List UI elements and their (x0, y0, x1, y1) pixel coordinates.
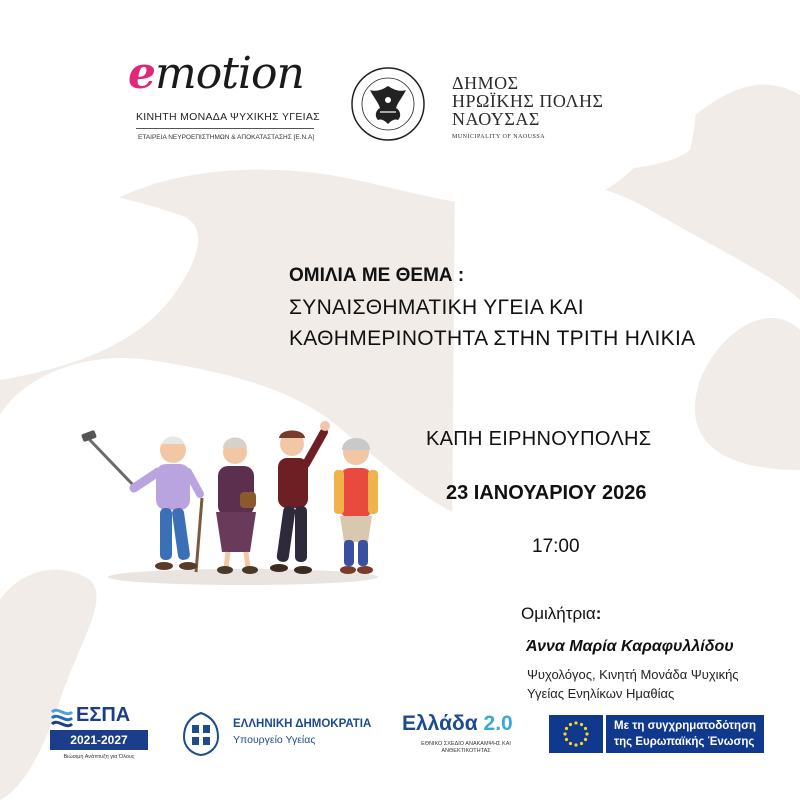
espa-logo (50, 704, 148, 768)
hellenic-republic-logo (178, 711, 388, 759)
greece-2-0-title: Ελλάδα 2.0 (402, 712, 513, 735)
espa-years: 2021-2027 (50, 730, 148, 750)
ministry-of-health: Υπουργείο Υγείας (233, 734, 316, 746)
divider (136, 128, 314, 129)
eu-star (563, 732, 566, 735)
speaker-role-line-1: Ψυχολόγος, Κινητή Μονάδα Ψυχικής (527, 667, 739, 682)
espa-title: ΕΣΠΑ (76, 704, 131, 726)
eu-star (585, 732, 588, 735)
municipality-line2: ΗΡΩΪΚΗΣ ΠΟΛΗΣ (452, 91, 604, 111)
emotion-wordmark: emotion (128, 48, 304, 99)
municipality-line1: ΔΗΜΟΣ (452, 73, 519, 93)
hellenic-republic-title: ΕΛΛΗΝΙΚΗ ΔΗΜΟΚΡΑΤΙΑ (233, 718, 372, 730)
eu-star (584, 727, 587, 730)
elderly-friends-selfie-illustration (78, 412, 394, 590)
eu-star (584, 738, 587, 741)
espa-slogan: Βιώσιμη Ανάπτυξη για Όλους (63, 754, 135, 760)
event-time: 17:00 (532, 536, 580, 557)
event-date: 23 ΙΑΝΟΥΑΡΙΟΥ 2026 (446, 482, 647, 504)
venue: ΚΑΠΗ ΕΙΡΗΝΟΥΠΟΛΗΣ (426, 428, 652, 450)
greece-2-0-logo (402, 712, 538, 760)
eu-star (574, 721, 577, 724)
speaker-label: Ομιλήτρια: (521, 604, 602, 623)
municipality-english: MUNICIPALITY OF NAOUSSA (452, 134, 546, 140)
eu-star (569, 742, 572, 745)
eu-star (565, 727, 568, 730)
naoussa-seal-icon (350, 66, 426, 142)
eu-line-1: Με τη συγχρηματοδότηση (614, 720, 756, 732)
eu-star (569, 723, 572, 726)
emotion-company: ΕΤΑΙΡΕΙΑ ΝΕΥΡΟΕΠΙΣΤΗΜΩΝ & ΑΠΟΚΑΤΑΣΤΑΣΗΣ [Ε.Ν.Α] (138, 134, 315, 141)
speaker-name: Άννα Μαρία Καραφυλλίδου (526, 638, 734, 655)
greek-emblem-icon (178, 711, 224, 757)
eu-line-2: της Ευρωπαϊκής Ένωσης (614, 736, 755, 748)
municipality-line3: ΝΑΟΥΣΑΣ (452, 109, 540, 129)
eu-cofunding-box (606, 715, 764, 753)
emotion-subtitle: ΚΙΝΗΤΗ ΜΟΝΑΔΑ ΨΥΧΙΚΗΣ ΥΓΕΙΑΣ (136, 111, 320, 123)
emotion-logo (118, 48, 328, 148)
talk-title-line-1: ΣΥΝΑΙΣΘΗΜΑΤΙΚΗ ΥΓΕΙΑ ΚΑΙ (289, 296, 584, 319)
eu-flag-icon (549, 715, 603, 753)
eu-cofunding-logo (549, 715, 773, 755)
talk-title-line-2: ΚΑΘΗΜΕΡΙΝΟΤΗΤΑ ΣΤΗΝ ΤΡΙΤΗ ΗΛΙΚΙΑ (289, 327, 696, 350)
municipality-logo (452, 74, 604, 140)
greece-2-0-subtitle: ΕΘΝΙΚΟ ΣΧΕΔΙΟ ΑΝΑΚΑΜΨΗΣ ΚΑΙ ΑΝΘΕΚΤΙΚΟΤΗΤΑΣ (421, 741, 511, 754)
eu-star (580, 742, 583, 745)
eu-star (580, 723, 583, 726)
talk-label: ΟΜΙΛΙΑ ΜΕ ΘΕΜΑ : (289, 265, 465, 286)
speaker-role-line-2: Υγείας Ενηλίκων Ημαθίας (527, 686, 675, 701)
eu-star (565, 738, 568, 741)
eu-star (574, 743, 577, 746)
espa-wave-icon (50, 706, 74, 728)
